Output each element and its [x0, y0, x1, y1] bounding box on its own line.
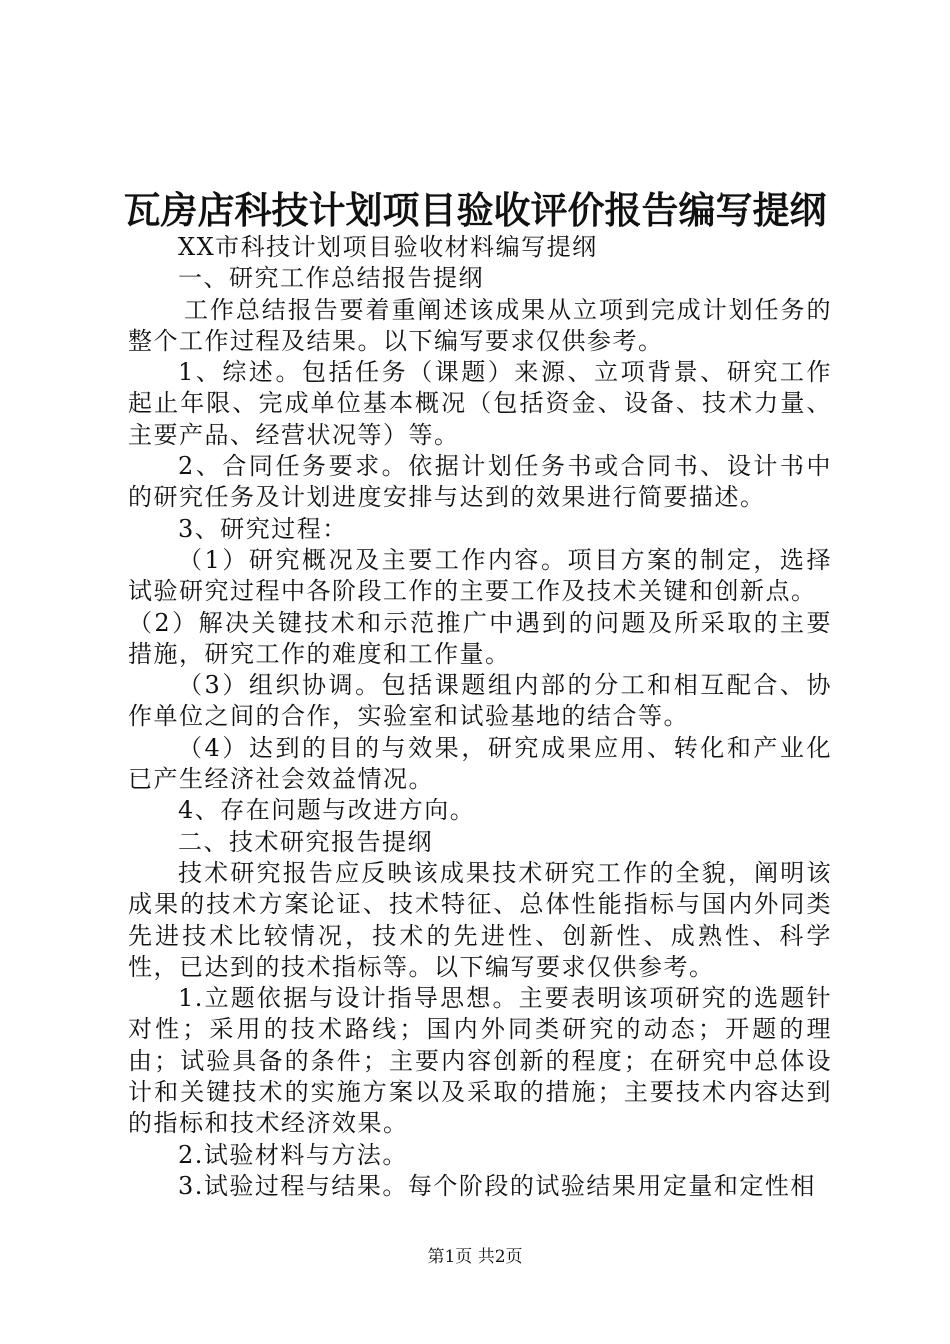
section-heading-1: 一、研究工作总结报告提纲: [178, 264, 484, 293]
paragraph: 3、研究过程：: [178, 514, 348, 543]
paragraph: 技术研究报告应反映该成果技术研究工作的全貌，阐明该成果的技术方案论证、技术特征、总体性能指标与国内外同类先进技术比较情况，技术的先进性、创新性、成熟性、科学性，已达到的技术指标等。以下编写要求仅供参考。: [128, 858, 832, 981]
paragraph: （4）达到的目的与效果，研究成果应用、转化和产业化已产生经济社会效益情况。: [128, 733, 832, 794]
paragraph: （2）解决关键技术和示范推广中遇到的问题及所采取的主要措施，研究工作的难度和工作量。: [128, 608, 832, 668]
paragraph: 工作总结报告要着重阐述该成果从立项到完成计划任务的整个工作过程及结果。以下编写要求仅供参考。: [128, 295, 832, 355]
page-footer: [0, 1245, 950, 1269]
paragraph: （1）研究概况及主要工作内容。项目方案的制定，选择试验研究过程中各阶段工作的主要工作及技术关键和创新点。: [128, 545, 832, 606]
paragraph: 1、综述。包括任务（课题）来源、立项背景、研究工作起止年限、完成单位基本概况（包括资金、设备、技术力量、主要产品、经营状况等）等。: [128, 358, 832, 449]
paragraph: 2.试验材料与方法。: [178, 1140, 408, 1169]
document-title: 瓦房店科技计划项目验收评价报告编写提纲: [123, 188, 827, 232]
page-number-indicator: 第1页 共2页: [427, 1247, 523, 1267]
paragraph: （3）组织协调。包括课题组内部的分工和相互配合、协作单位之间的合作，实验室和试验基地的结合等。: [128, 671, 832, 731]
section-heading-2: 二、技术研究报告提纲: [178, 827, 433, 856]
paragraph: 3.试验过程与结果。每个阶段的试验结果用定量和定性相: [178, 1171, 816, 1200]
paragraph: 4、存在问题与改进方向。: [178, 796, 476, 825]
paragraph: 2、合同任务要求。依据计划任务书或合同书、设计书中的研究任务及计划进度安排与达到的效果进行简要描述。: [128, 452, 832, 512]
document-body: [128, 232, 832, 1202]
paragraph-subtitle: XX市科技计划项目验收材料编写提纲: [178, 233, 598, 261]
paragraph: 1.立题依据与设计指导思想。主要表明该项研究的选题针对性；采用的技术路线；国内外同类研究的动态；开题的理由；试验具备的条件；主要内容创新的程度；在研究中总体设计和关键技术的实施方案以及采取的措施；主要技术内容达到的指标和技术经济效果。: [128, 984, 832, 1138]
